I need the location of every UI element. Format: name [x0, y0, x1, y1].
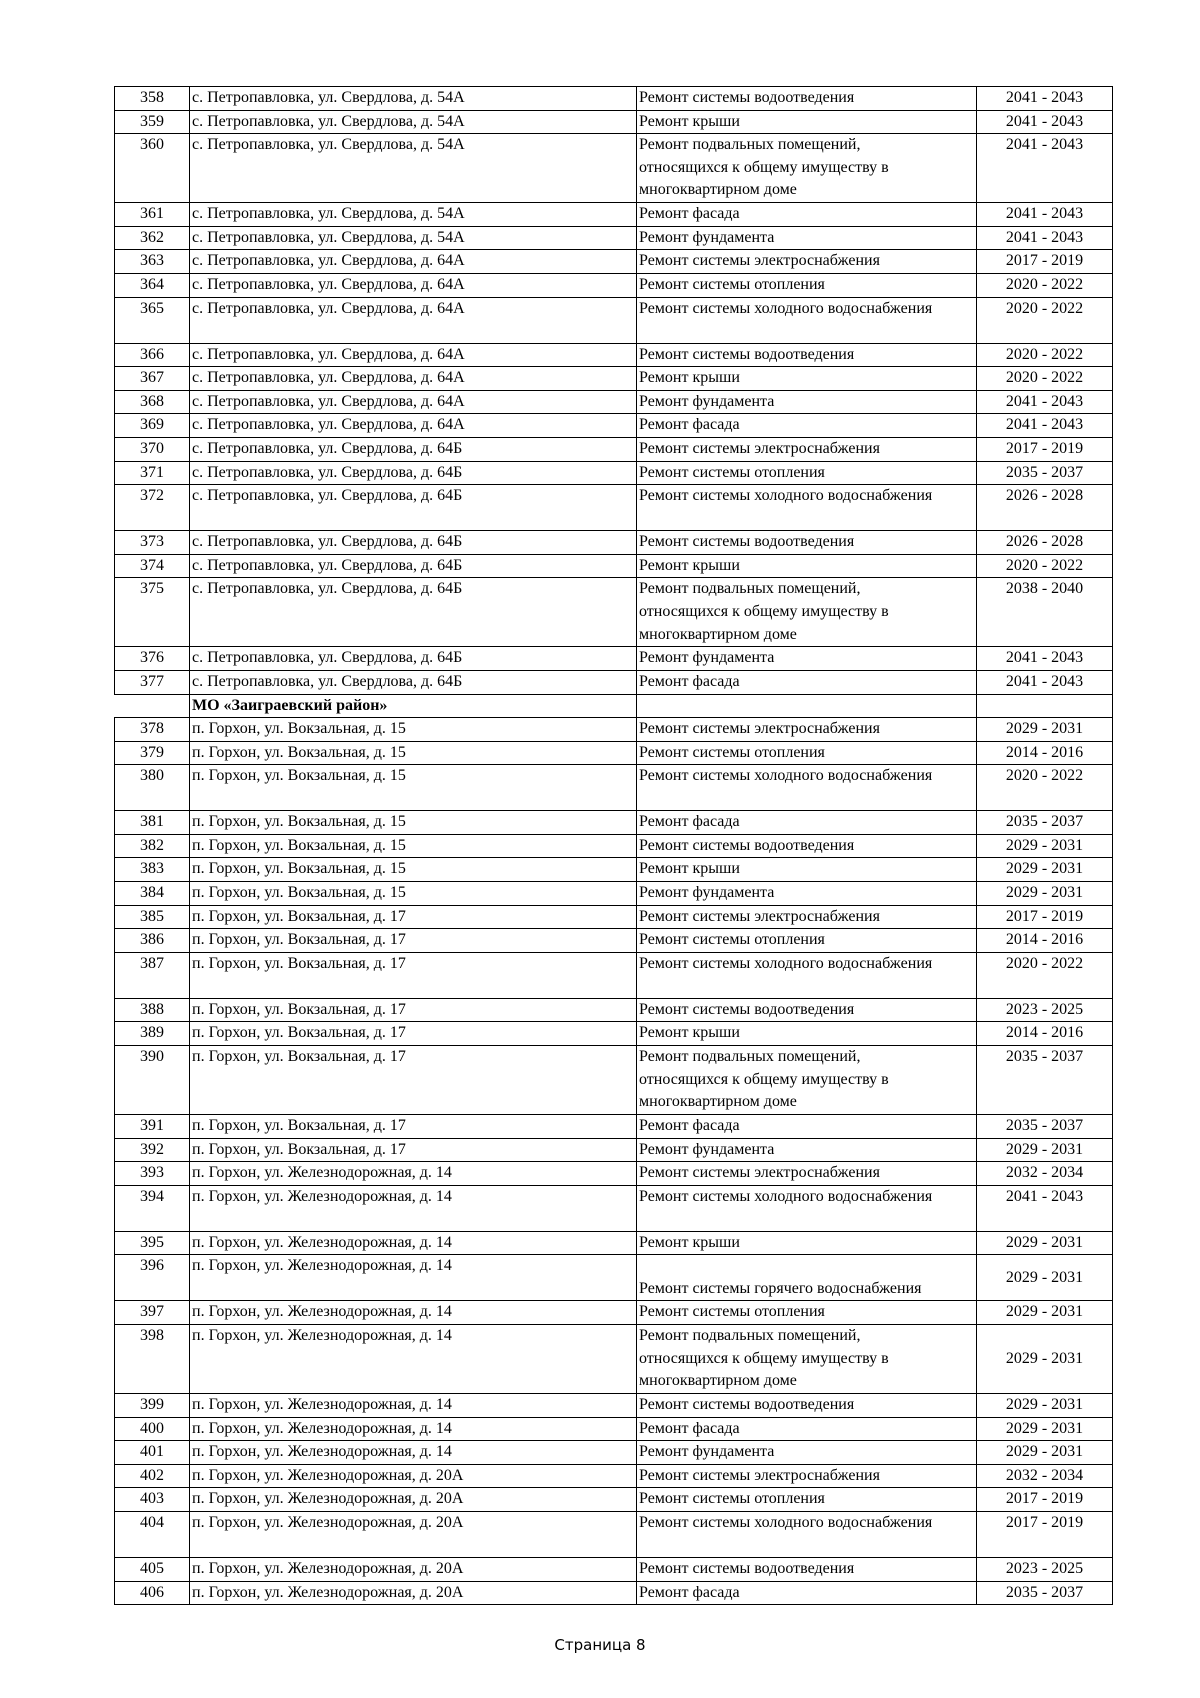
work-type-cell: Ремонт подвальных помещений, относящихся к общему имуществу в многоквартирном доме	[637, 1046, 977, 1115]
row-number-cell: 369	[115, 414, 190, 438]
work-type-cell: Ремонт системы электроснабжения	[637, 718, 977, 742]
address-cell: п. Горхон, ул. Железнодорожная, д. 14	[190, 1417, 637, 1441]
address-cell: п. Горхон, ул. Железнодорожная, д. 14	[190, 1162, 637, 1186]
work-type-cell: Ремонт фасада	[637, 670, 977, 694]
row-number-cell: 405	[115, 1557, 190, 1581]
address-cell: п. Горхон, ул. Железнодорожная, д. 14	[190, 1231, 637, 1255]
row-number-cell: 378	[115, 718, 190, 742]
table-row	[115, 485, 1113, 531]
period-cell: 2026 - 2028	[977, 485, 1113, 531]
address-cell: с. Петропавловка, ул. Свердлова, д. 64А	[190, 414, 637, 438]
table-row	[115, 1417, 1113, 1441]
row-number-cell: 390	[115, 1046, 190, 1115]
table-row	[115, 461, 1113, 485]
address-cell: п. Горхон, ул. Железнодорожная, д. 14	[190, 1301, 637, 1325]
row-number-cell: 386	[115, 929, 190, 953]
row-number-cell: 358	[115, 87, 190, 111]
row-number-cell: 381	[115, 811, 190, 835]
period-cell: 2026 - 2028	[977, 531, 1113, 555]
table-row	[115, 765, 1113, 811]
address-cell: с. Петропавловка, ул. Свердлова, д. 64А	[190, 297, 637, 343]
period-cell: 2014 - 2016	[977, 929, 1113, 953]
period-cell: 2035 - 2037	[977, 811, 1113, 835]
period-cell: 2017 - 2019	[977, 905, 1113, 929]
period-cell: 2017 - 2019	[977, 437, 1113, 461]
table-body	[115, 87, 1113, 1605]
table-row	[115, 226, 1113, 250]
work-type-cell: Ремонт крыши	[637, 858, 977, 882]
row-number-cell: 380	[115, 765, 190, 811]
table-row	[115, 1301, 1113, 1325]
address-cell: п. Горхон, ул. Железнодорожная, д. 14	[190, 1441, 637, 1465]
work-type-cell: Ремонт фундамента	[637, 882, 977, 906]
period-cell: 2017 - 2019	[977, 1511, 1113, 1557]
table-row	[115, 1138, 1113, 1162]
address-cell: п. Горхон, ул. Железнодорожная, д. 20А	[190, 1488, 637, 1512]
address-cell: п. Горхон, ул. Железнодорожная, д. 14	[190, 1394, 637, 1418]
table-row	[115, 1557, 1113, 1581]
table-row	[115, 110, 1113, 134]
work-type-cell: Ремонт системы отопления	[637, 1301, 977, 1325]
row-number-cell: 372	[115, 485, 190, 531]
row-number-cell: 383	[115, 858, 190, 882]
period-cell: 2020 - 2022	[977, 554, 1113, 578]
table-row	[115, 741, 1113, 765]
work-type-cell: Ремонт системы водоотведения	[637, 1557, 977, 1581]
period-cell: 2041 - 2043	[977, 226, 1113, 250]
row-number-cell: 367	[115, 367, 190, 391]
period-cell: 2014 - 2016	[977, 1022, 1113, 1046]
work-type-cell: Ремонт системы горячего водоснабжения	[637, 1255, 977, 1301]
period-cell: 2029 - 2031	[977, 1325, 1113, 1394]
work-type-cell	[637, 694, 977, 718]
address-cell: п. Горхон, ул. Железнодорожная, д. 14	[190, 1185, 637, 1231]
period-cell: 2035 - 2037	[977, 461, 1113, 485]
address-cell: с. Петропавловка, ул. Свердлова, д. 54А	[190, 226, 637, 250]
address-cell: п. Горхон, ул. Железнодорожная, д. 14	[190, 1255, 637, 1301]
work-type-cell: Ремонт фасада	[637, 1417, 977, 1441]
work-type-cell: Ремонт фундамента	[637, 226, 977, 250]
row-number-cell: 360	[115, 134, 190, 203]
work-type-cell: Ремонт системы водоотведения	[637, 998, 977, 1022]
address-cell: п. Горхон, ул. Вокзальная, д. 15	[190, 882, 637, 906]
repair-schedule-table	[114, 86, 1113, 1605]
period-cell: 2029 - 2031	[977, 1394, 1113, 1418]
address-cell: с. Петропавловка, ул. Свердлова, д. 64А	[190, 250, 637, 274]
row-number-cell: 387	[115, 952, 190, 998]
period-cell: 2035 - 2037	[977, 1046, 1113, 1115]
period-cell: 2023 - 2025	[977, 1557, 1113, 1581]
period-cell: 2023 - 2025	[977, 998, 1113, 1022]
work-type-cell: Ремонт системы отопления	[637, 461, 977, 485]
row-number-cell: 406	[115, 1581, 190, 1605]
table-row	[115, 1046, 1113, 1115]
address-cell: п. Горхон, ул. Железнодорожная, д. 20А	[190, 1557, 637, 1581]
work-type-cell: Ремонт крыши	[637, 110, 977, 134]
work-type-cell: Ремонт системы водоотведения	[637, 87, 977, 111]
row-number-cell: 402	[115, 1464, 190, 1488]
address-cell: п. Горхон, ул. Вокзальная, д. 15	[190, 765, 637, 811]
address-cell: с. Петропавловка, ул. Свердлова, д. 64Б	[190, 531, 637, 555]
table-row	[115, 647, 1113, 671]
work-type-cell: Ремонт системы отопления	[637, 929, 977, 953]
work-type-cell: Ремонт системы холодного водоснабжения	[637, 485, 977, 531]
table-row	[115, 414, 1113, 438]
table-row	[115, 390, 1113, 414]
row-number-cell: 365	[115, 297, 190, 343]
address-cell: п. Горхон, ул. Вокзальная, д. 15	[190, 834, 637, 858]
row-number-cell: 366	[115, 343, 190, 367]
address-cell: п. Горхон, ул. Вокзальная, д. 17	[190, 952, 637, 998]
work-type-cell: Ремонт системы электроснабжения	[637, 1162, 977, 1186]
work-type-cell: Ремонт системы отопления	[637, 741, 977, 765]
period-cell: 2032 - 2034	[977, 1464, 1113, 1488]
table-row	[115, 1162, 1113, 1186]
address-cell: с. Петропавловка, ул. Свердлова, д. 54А	[190, 203, 637, 227]
work-type-cell: Ремонт системы электроснабжения	[637, 437, 977, 461]
row-number-cell: 361	[115, 203, 190, 227]
work-type-cell: Ремонт крыши	[637, 554, 977, 578]
period-cell: 2035 - 2037	[977, 1581, 1113, 1605]
period-cell: 2041 - 2043	[977, 1185, 1113, 1231]
table-row	[115, 858, 1113, 882]
period-cell: 2041 - 2043	[977, 134, 1113, 203]
work-type-cell: Ремонт системы холодного водоснабжения	[637, 765, 977, 811]
period-cell: 2020 - 2022	[977, 765, 1113, 811]
period-cell: 2029 - 2031	[977, 1301, 1113, 1325]
work-type-cell: Ремонт фундамента	[637, 1138, 977, 1162]
work-type-cell: Ремонт системы отопления	[637, 1488, 977, 1512]
period-cell: 2038 - 2040	[977, 578, 1113, 647]
table-row	[115, 1115, 1113, 1139]
row-number-cell: 398	[115, 1325, 190, 1394]
table-row	[115, 998, 1113, 1022]
period-cell: 2029 - 2031	[977, 882, 1113, 906]
table-row	[115, 273, 1113, 297]
table-row	[115, 367, 1113, 391]
address-cell: с. Петропавловка, ул. Свердлова, д. 64Б	[190, 554, 637, 578]
work-type-cell: Ремонт системы холодного водоснабжения	[637, 297, 977, 343]
period-cell: 2029 - 2031	[977, 1441, 1113, 1465]
table-row	[115, 1511, 1113, 1557]
address-cell: с. Петропавловка, ул. Свердлова, д. 64Б	[190, 578, 637, 647]
row-number-cell: 392	[115, 1138, 190, 1162]
row-number-cell: 404	[115, 1511, 190, 1557]
row-number-cell: 391	[115, 1115, 190, 1139]
work-type-cell: Ремонт подвальных помещений, относящихся к общему имуществу в многоквартирном доме	[637, 1325, 977, 1394]
address-cell: п. Горхон, ул. Железнодорожная, д. 20А	[190, 1511, 637, 1557]
period-cell: 2032 - 2034	[977, 1162, 1113, 1186]
period-cell: 2041 - 2043	[977, 670, 1113, 694]
table-row	[115, 834, 1113, 858]
work-type-cell: Ремонт системы водоотведения	[637, 343, 977, 367]
work-type-cell: Ремонт фасада	[637, 203, 977, 227]
table-row	[115, 578, 1113, 647]
table-row	[115, 1185, 1113, 1231]
table-row	[115, 1231, 1113, 1255]
row-number-cell: 362	[115, 226, 190, 250]
row-number-cell: 377	[115, 670, 190, 694]
row-number-cell: 395	[115, 1231, 190, 1255]
period-cell: 2020 - 2022	[977, 297, 1113, 343]
work-type-cell: Ремонт фундамента	[637, 647, 977, 671]
period-cell: 2029 - 2031	[977, 858, 1113, 882]
table-row	[115, 250, 1113, 274]
address-cell: п. Горхон, ул. Вокзальная, д. 17	[190, 1138, 637, 1162]
work-type-cell: Ремонт системы водоотведения	[637, 1394, 977, 1418]
address-cell: п. Горхон, ул. Вокзальная, д. 17	[190, 905, 637, 929]
address-cell: с. Петропавловка, ул. Свердлова, д. 64А	[190, 343, 637, 367]
table-row	[115, 811, 1113, 835]
row-number-cell: 396	[115, 1255, 190, 1301]
row-number-cell: 397	[115, 1301, 190, 1325]
work-type-cell: Ремонт системы холодного водоснабжения	[637, 952, 977, 998]
work-type-cell: Ремонт подвальных помещений, относящихся к общему имуществу в многоквартирном доме	[637, 134, 977, 203]
row-number-cell: 371	[115, 461, 190, 485]
row-number-cell: 368	[115, 390, 190, 414]
table-row	[115, 1394, 1113, 1418]
table-row	[115, 554, 1113, 578]
period-cell: 2029 - 2031	[977, 1255, 1113, 1301]
row-number-cell: 370	[115, 437, 190, 461]
address-cell: п. Горхон, ул. Вокзальная, д. 17	[190, 1022, 637, 1046]
address-cell: п. Горхон, ул. Железнодорожная, д. 20А	[190, 1464, 637, 1488]
row-number-cell: 399	[115, 1394, 190, 1418]
table-row	[115, 531, 1113, 555]
table-row	[115, 670, 1113, 694]
section-header-row	[115, 694, 1113, 718]
period-cell: 2035 - 2037	[977, 1115, 1113, 1139]
row-number-cell: 389	[115, 1022, 190, 1046]
page-number: Страница 8	[554, 1636, 646, 1654]
table-row	[115, 718, 1113, 742]
period-cell: 2029 - 2031	[977, 1138, 1113, 1162]
table-row	[115, 437, 1113, 461]
address-cell: п. Горхон, ул. Вокзальная, д. 17	[190, 1046, 637, 1115]
table-row	[115, 87, 1113, 111]
period-cell: 2041 - 2043	[977, 87, 1113, 111]
row-number-cell: 385	[115, 905, 190, 929]
address-cell: с. Петропавловка, ул. Свердлова, д. 64А	[190, 390, 637, 414]
period-cell: 2017 - 2019	[977, 250, 1113, 274]
work-type-cell: Ремонт фасада	[637, 811, 977, 835]
work-type-cell: Ремонт фундамента	[637, 1441, 977, 1465]
period-cell: 2041 - 2043	[977, 110, 1113, 134]
period-cell: 2020 - 2022	[977, 273, 1113, 297]
table-row	[115, 1022, 1113, 1046]
work-type-cell: Ремонт фасада	[637, 1581, 977, 1605]
work-type-cell: Ремонт системы водоотведения	[637, 834, 977, 858]
table-row	[115, 905, 1113, 929]
row-number-cell: 373	[115, 531, 190, 555]
table-row	[115, 1488, 1113, 1512]
period-cell: 2029 - 2031	[977, 834, 1113, 858]
address-cell: с. Петропавловка, ул. Свердлова, д. 54А	[190, 110, 637, 134]
table-row	[115, 297, 1113, 343]
table-row	[115, 1464, 1113, 1488]
row-number-cell: 364	[115, 273, 190, 297]
work-type-cell: Ремонт фундамента	[637, 390, 977, 414]
work-type-cell: Ремонт системы холодного водоснабжения	[637, 1511, 977, 1557]
row-number-cell: 363	[115, 250, 190, 274]
table-row	[115, 929, 1113, 953]
row-number-cell: 393	[115, 1162, 190, 1186]
address-cell: п. Горхон, ул. Железнодорожная, д. 20А	[190, 1581, 637, 1605]
work-type-cell: Ремонт подвальных помещений, относящихся к общему имуществу в многоквартирном доме	[637, 578, 977, 647]
table-row	[115, 1441, 1113, 1465]
work-type-cell: Ремонт фасада	[637, 1115, 977, 1139]
address-cell: МО «Заиграевский район»	[190, 694, 637, 718]
work-type-cell: Ремонт системы электроснабжения	[637, 1464, 977, 1488]
row-number-cell: 394	[115, 1185, 190, 1231]
address-cell: с. Петропавловка, ул. Свердлова, д. 54А	[190, 87, 637, 111]
row-number-cell: 384	[115, 882, 190, 906]
work-type-cell: Ремонт системы электроснабжения	[637, 250, 977, 274]
work-type-cell: Ремонт крыши	[637, 1231, 977, 1255]
address-cell: п. Горхон, ул. Вокзальная, д. 15	[190, 858, 637, 882]
period-cell: 2041 - 2043	[977, 414, 1113, 438]
period-cell: 2029 - 2031	[977, 718, 1113, 742]
address-cell: с. Петропавловка, ул. Свердлова, д. 64Б	[190, 461, 637, 485]
table-row	[115, 203, 1113, 227]
work-type-cell: Ремонт системы водоотведения	[637, 531, 977, 555]
address-cell: с. Петропавловка, ул. Свердлова, д. 64Б	[190, 647, 637, 671]
address-cell: п. Горхон, ул. Вокзальная, д. 17	[190, 1115, 637, 1139]
period-cell: 2041 - 2043	[977, 390, 1113, 414]
period-cell: 2041 - 2043	[977, 647, 1113, 671]
period-cell: 2020 - 2022	[977, 367, 1113, 391]
period-cell	[977, 694, 1113, 718]
period-cell: 2014 - 2016	[977, 741, 1113, 765]
period-cell: 2029 - 2031	[977, 1231, 1113, 1255]
table-row	[115, 1325, 1113, 1394]
row-number-cell: 401	[115, 1441, 190, 1465]
work-type-cell: Ремонт фасада	[637, 414, 977, 438]
period-cell: 2029 - 2031	[977, 1417, 1113, 1441]
period-cell: 2017 - 2019	[977, 1488, 1113, 1512]
address-cell: с. Петропавловка, ул. Свердлова, д. 64А	[190, 273, 637, 297]
work-type-cell: Ремонт системы электроснабжения	[637, 905, 977, 929]
address-cell: с. Петропавловка, ул. Свердлова, д. 64А	[190, 367, 637, 391]
address-cell: п. Горхон, ул. Вокзальная, д. 17	[190, 929, 637, 953]
address-cell: п. Горхон, ул. Вокзальная, д. 15	[190, 718, 637, 742]
row-number-cell: 359	[115, 110, 190, 134]
address-cell: с. Петропавловка, ул. Свердлова, д. 64Б	[190, 670, 637, 694]
table-row	[115, 1581, 1113, 1605]
period-cell: 2020 - 2022	[977, 343, 1113, 367]
row-number-cell: 400	[115, 1417, 190, 1441]
table-row	[115, 343, 1113, 367]
row-number-cell: 388	[115, 998, 190, 1022]
row-number-cell: 382	[115, 834, 190, 858]
work-type-cell: Ремонт системы холодного водоснабжения	[637, 1185, 977, 1231]
table-row	[115, 1255, 1113, 1301]
row-number-cell: 403	[115, 1488, 190, 1512]
address-cell: с. Петропавловка, ул. Свердлова, д. 64Б	[190, 485, 637, 531]
work-type-cell: Ремонт крыши	[637, 367, 977, 391]
row-number-cell: 376	[115, 647, 190, 671]
table-row	[115, 134, 1113, 203]
address-cell: п. Горхон, ул. Вокзальная, д. 15	[190, 741, 637, 765]
address-cell: с. Петропавловка, ул. Свердлова, д. 54А	[190, 134, 637, 203]
row-number-cell: 374	[115, 554, 190, 578]
row-number-cell	[115, 694, 190, 718]
row-number-cell: 375	[115, 578, 190, 647]
address-cell: п. Горхон, ул. Вокзальная, д. 15	[190, 811, 637, 835]
work-type-cell: Ремонт крыши	[637, 1022, 977, 1046]
table-row	[115, 952, 1113, 998]
address-cell: п. Горхон, ул. Железнодорожная, д. 14	[190, 1325, 637, 1394]
address-cell: п. Горхон, ул. Вокзальная, д. 17	[190, 998, 637, 1022]
row-number-cell: 379	[115, 741, 190, 765]
period-cell: 2020 - 2022	[977, 952, 1113, 998]
table-row	[115, 882, 1113, 906]
work-type-cell: Ремонт системы отопления	[637, 273, 977, 297]
period-cell: 2041 - 2043	[977, 203, 1113, 227]
address-cell: с. Петропавловка, ул. Свердлова, д. 64Б	[190, 437, 637, 461]
